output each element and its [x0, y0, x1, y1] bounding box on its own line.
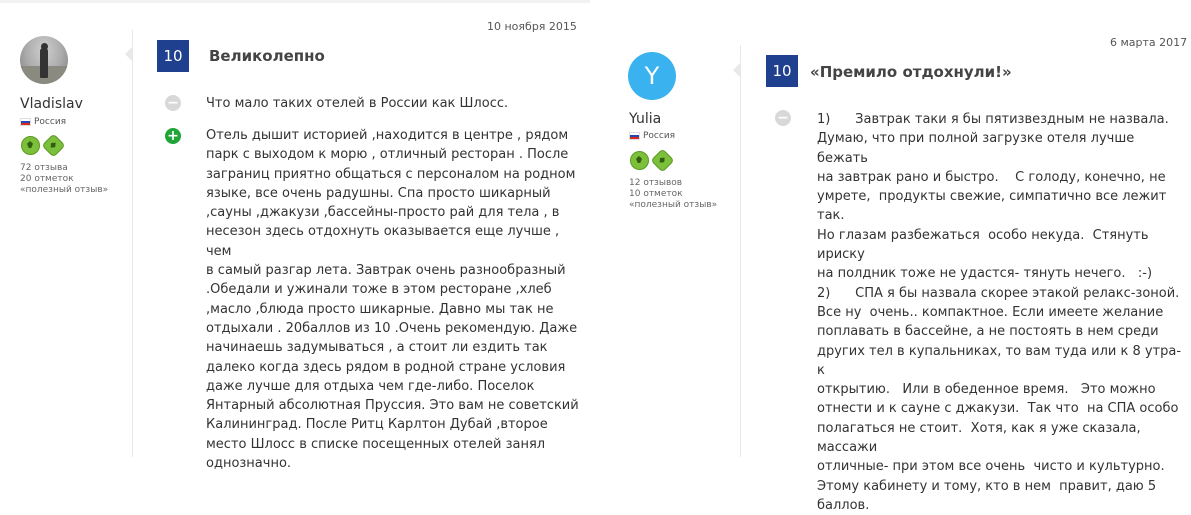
reviewer-badge-icon[interactable]	[21, 136, 40, 155]
top-border	[0, 0, 590, 3]
score-badge: 10	[157, 40, 189, 72]
russia-flag-icon	[629, 132, 640, 140]
divider-notch	[733, 62, 741, 78]
badge-row	[21, 136, 62, 155]
avatar[interactable]: Y	[628, 52, 676, 100]
divider	[132, 30, 133, 457]
country-label: Россия	[643, 131, 676, 141]
review-negative-text: Что мало таких отелей в России как Шлосс.	[206, 96, 509, 111]
helpful-count: 20 отметок	[20, 174, 74, 184]
helpful-label: «полезный отзыв»	[20, 185, 109, 195]
reviews-count: 72 отзыва	[20, 163, 68, 173]
minus-icon: −	[775, 110, 791, 126]
review-date: 6 марта 2017	[1110, 36, 1188, 49]
plus-icon: +	[165, 128, 181, 144]
score-badge: 10	[766, 55, 798, 87]
user-country	[20, 117, 66, 127]
review-title: «Премило отдохнули!»	[810, 63, 1012, 81]
minus-icon: −	[165, 95, 181, 111]
russia-flag-icon	[20, 118, 31, 126]
review-date: 10 ноября 2015	[487, 20, 577, 33]
user-country	[629, 131, 675, 141]
review-title: Великолепно	[209, 47, 325, 65]
country-label: Россия	[34, 117, 67, 127]
helpful-label: «полезный отзыв»	[629, 200, 718, 210]
helpful-count: 10 отметок	[629, 189, 683, 199]
divider	[740, 45, 741, 457]
divider-notch	[125, 46, 133, 62]
user-name[interactable]: Yulia	[629, 111, 662, 127]
review-negative-text: 1) Завтрак таки я бы пятизвездным не назвала. Думаю, что при полной загрузке отеля лучше бежать на завтрак рано и быстро. С голоду, конечно, не умрете, продукты свежие, симпатично все лежит так. Но глазам разбежаться особо некуда. Стянуть ириску на полдник тоже не удастся- тянуть нечего. :-) 2) СПА я бы назвала скорее этакой релакс-зоной. Все ну очень.. компактное. Если имеете желание поплавать в бассейне, а не постоять в нем среди других тел в купальниках, то вам туда или к 8 утра- к открытию. Или в обеденное время. Это можно отнести и к сауне с джакузи. Так что на СПА особо полагаться не стоит. Хотя, как я уже сказала, массажи отличные- при этом все очень чисто и культурно. Этому кабинету и тому, кто в нем правит, даю 5 баллов.	[817, 112, 1182, 513]
review-positive-text: Отель дышит историей ,находится в центре , рядом парк с выходом к морю , отличный ресторан . После заграниц приятно общаться с персоналом на родном языке, все очень радушны. Спа просто шикарный ,сауны ,джакузи ,бассейны-просто рай для тела , в несезон здесь отдохнуть оказывается еще лучше , чем в самый разгар лета. Завтрак очень разнообразный .Обедали и ужинали тоже в этом ресторане ,хлеб ,масло ,блюда просто шикарные. Давно мы так не отдыхали . 20баллов из 10 .Очень рекомендую. Даже начинаешь задумываться , а стоит ли ездить так далеко когда здесь рядом в родной стране условия даже лучше для отдыха чем где-либо. Поселок Янтарный абсолютная Пруссия. Это вам не советский Калининград. После Ритц Карлтон Дубай ,второе место Шлосс в списке посещенных отелей занял однозначно.	[206, 128, 579, 472]
badge-row	[630, 151, 671, 170]
helpful-badge-icon[interactable]	[41, 133, 65, 157]
avatar[interactable]	[20, 36, 68, 84]
user-name[interactable]: Vladislav	[20, 96, 83, 112]
reviews-count: 12 отзывов	[629, 178, 683, 188]
reviewer-badge-icon[interactable]	[630, 151, 649, 170]
helpful-badge-icon[interactable]	[650, 148, 674, 172]
